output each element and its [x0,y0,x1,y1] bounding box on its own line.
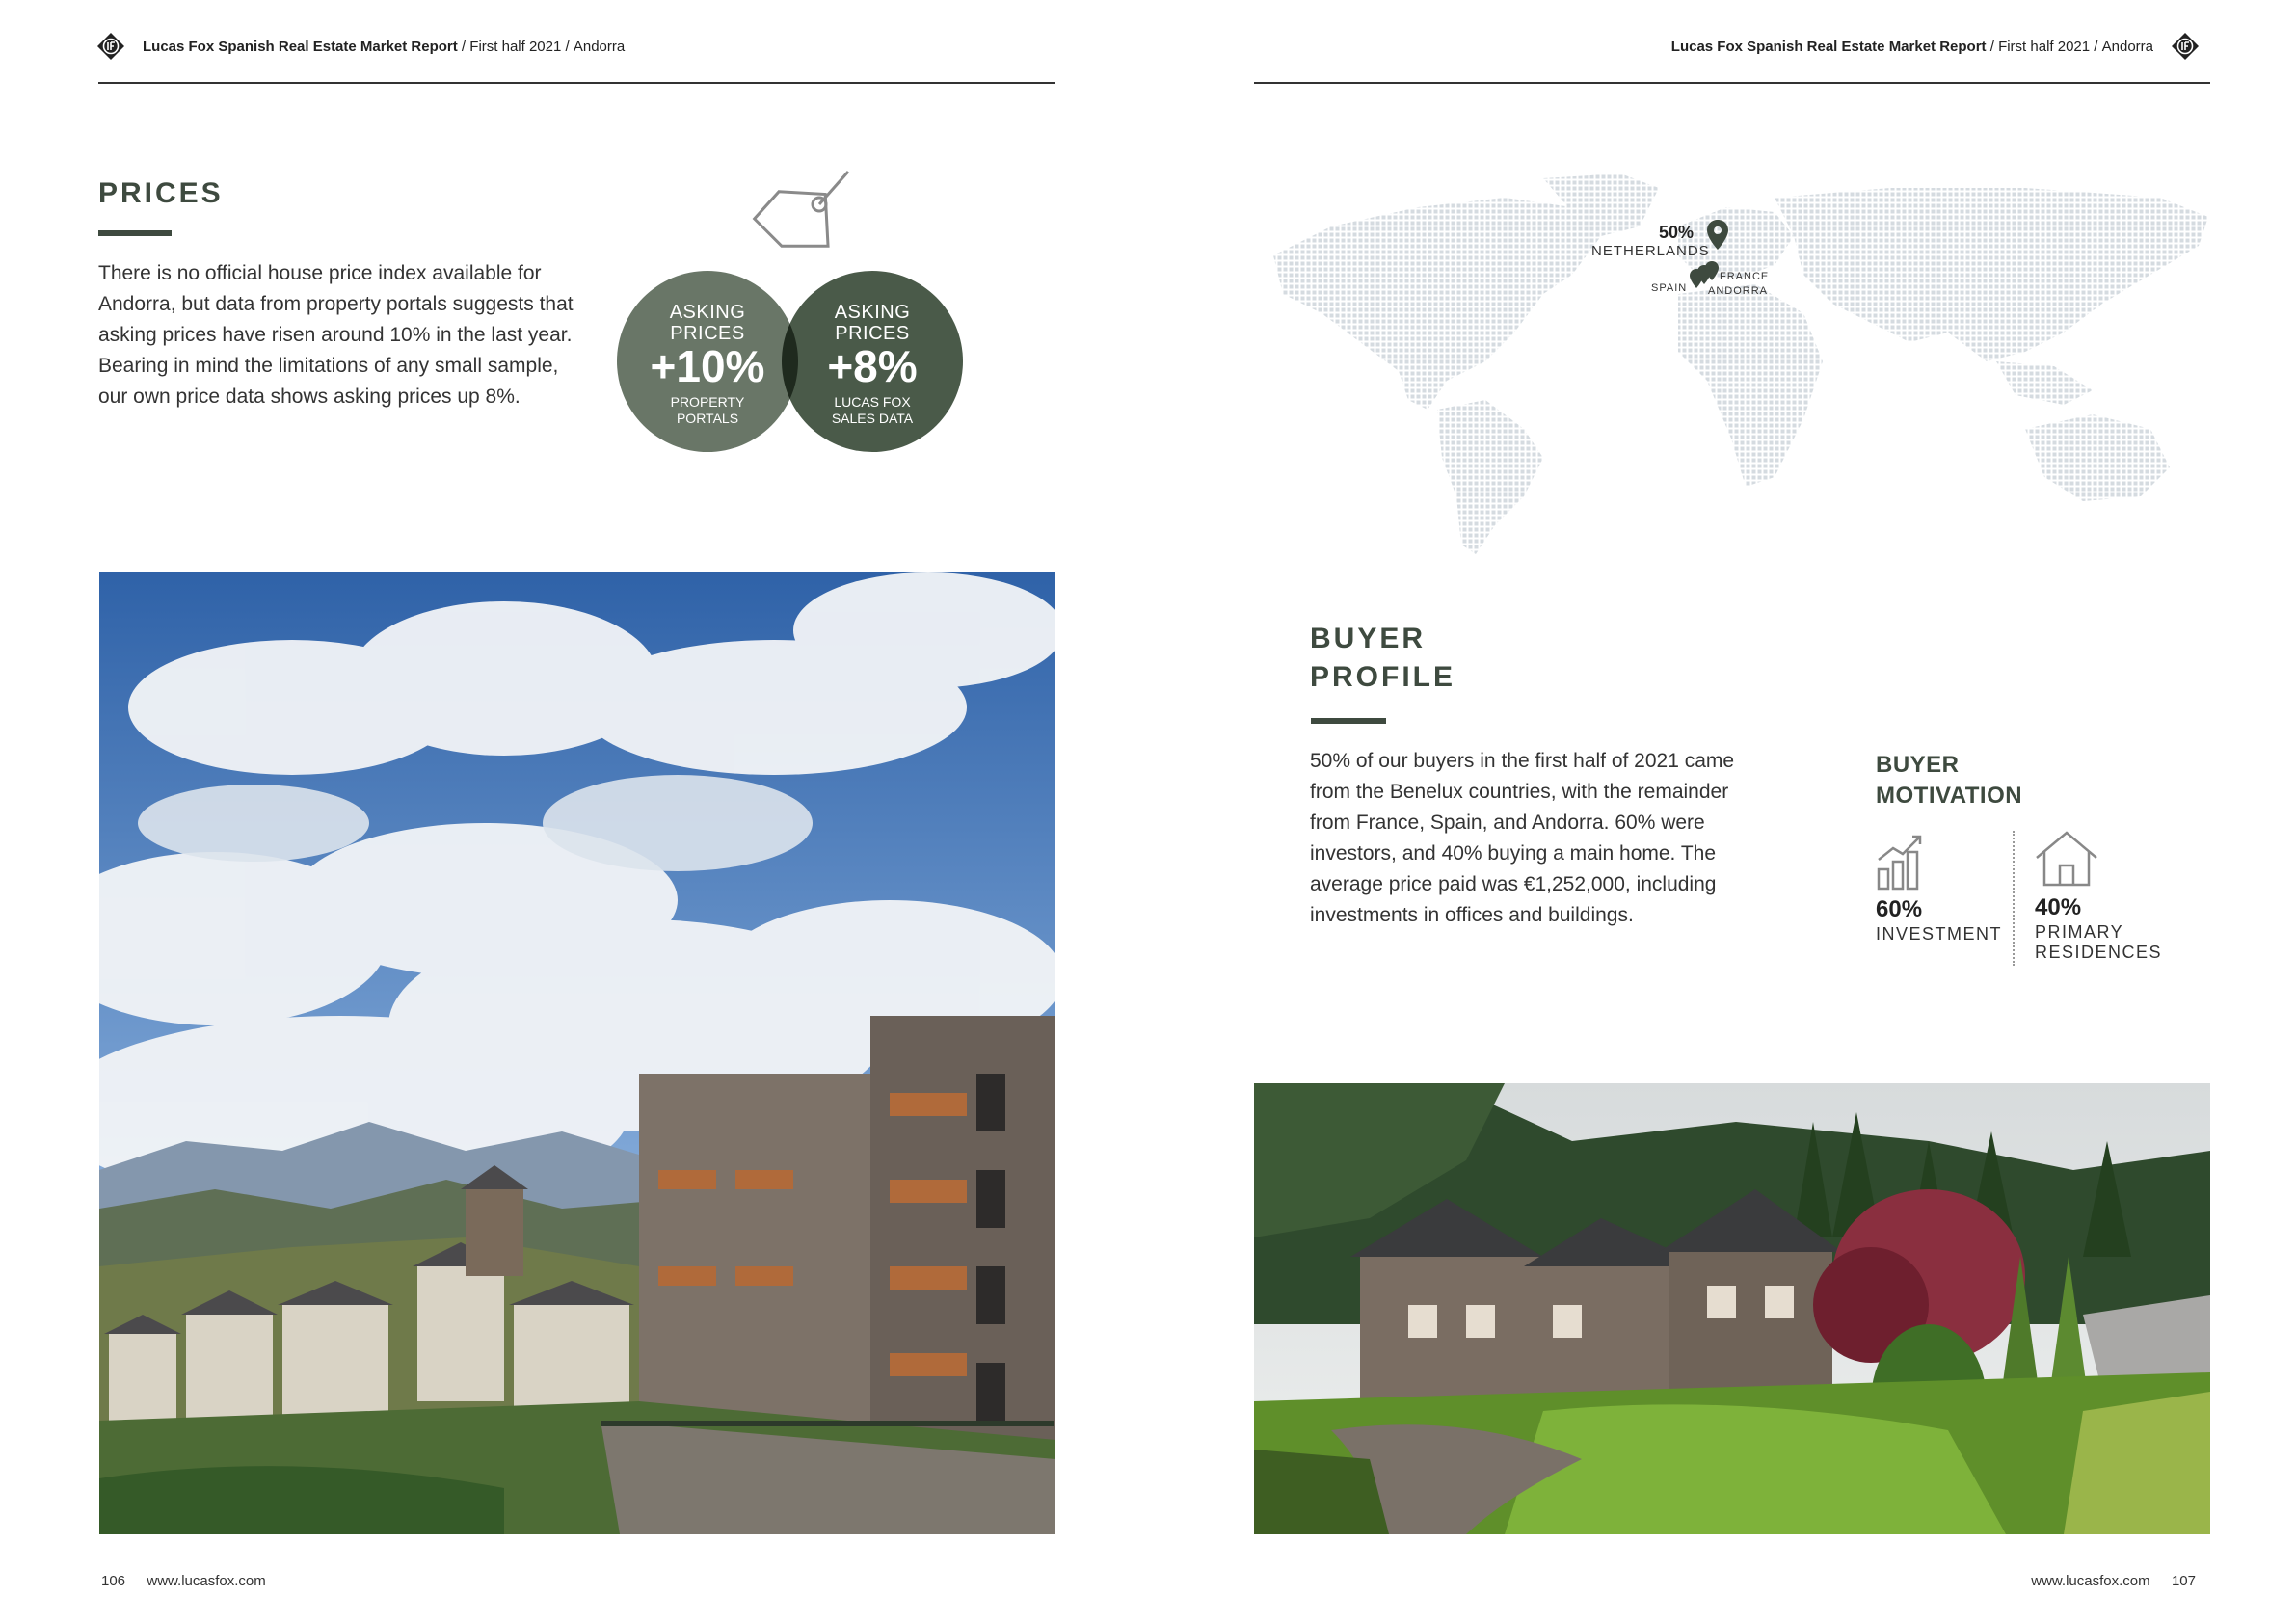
report-period: First half 2021 [469,38,562,55]
footer-left [101,1573,266,1589]
footer-right [2031,1573,2196,1589]
buyer-motivation-title [1876,750,2022,812]
report-period: First half 2021 [1998,38,2091,55]
circle-label: ASKING PRICES [834,302,911,344]
netherlands-percent: 50% [1659,223,1695,242]
circle-label: ASKING PRICES [669,302,746,344]
bar-chart-growth-icon [1876,831,1928,891]
andorra-chalet-photo [1254,1083,2210,1534]
lucas-fox-logo-icon [96,32,125,61]
asking-prices-lucasfox-circle [782,271,963,452]
header-separator: / [1986,38,1999,55]
lucas-fox-logo-icon [2171,32,2200,61]
header-rule [1254,82,2210,84]
investment-label: INVESTMENT [1876,924,2003,944]
page-number: 106 [101,1573,126,1589]
right-page [1148,0,2296,1623]
primary-label-line1: PRIMARY [2035,922,2124,942]
report-region: Andorra [2101,38,2153,55]
primary-percent: 40% [2035,894,2082,920]
page-number: 107 [2171,1573,2196,1589]
page-header [96,29,625,64]
investment-percent: 60% [1876,896,1923,922]
andorra-label: ANDORRA [1708,285,1769,297]
website-link[interactable]: www.lucasfox.com [147,1573,266,1589]
buyer-profile-title-line2: PROFILE [1310,661,1456,693]
header-separator: / [561,38,574,55]
header-rule [98,82,1055,84]
france-label: FRANCE [1720,271,1770,282]
page-header [1671,29,2200,64]
prices-body: There is no official house price index available for Andorra, but data from property portals suggests that asking prices have risen around 10% in the last year. Bearing in mind the limitations of any small sample, our own price data shows asking prices up 8%. [98,262,574,408]
report-title: Lucas Fox Spanish Real Estate Market Report [143,38,458,55]
house-icon [2033,829,2100,889]
report-region: Andorra [573,38,626,55]
buyer-motivation-line2: MOTIVATION [1876,783,2023,809]
header-separator: / [457,38,470,55]
circle-value: +8% [827,341,918,391]
circle-source: LUCAS FOX SALES DATA [831,394,914,426]
andorra-village-photo [99,572,1055,1534]
primary-label [2035,922,2162,963]
circle-value: +10% [650,341,765,391]
dotted-world-map [1254,169,2210,554]
report-title: Lucas Fox Spanish Real Estate Market Report [1670,38,1987,55]
website-link[interactable]: www.lucasfox.com [2031,1573,2150,1589]
buyer-profile-title-line1: BUYER [1310,623,1427,654]
primary-label-line2: RESIDENCES [2035,943,2163,962]
netherlands-label: NETHERLANDS [1591,243,1710,259]
price-tag-icon [752,166,858,267]
buyer-profile-body: 50% of our buyers in the first half of 2021 came from the Benelux countries, with the remainder from France, Spain, and Andorra. 60% were investors, and 40% buying a main home. The average price paid was €1,252,000, including investments in offices and buildings. [1310,750,1735,926]
header-separator: / [2090,38,2102,55]
asking-prices-portals-circle [617,271,798,452]
prices-title-bar [98,230,172,236]
prices-title: PRICES [98,177,224,209]
motivation-divider [2013,831,2015,966]
buyer-profile-title [1310,620,1455,697]
buyer-motivation-line1: BUYER [1876,752,1960,778]
world-map [1254,169,2210,559]
spain-label: SPAIN [1651,282,1688,294]
buyer-profile-title-bar [1311,718,1386,724]
circle-source: PROPERTY PORTALS [670,394,745,426]
